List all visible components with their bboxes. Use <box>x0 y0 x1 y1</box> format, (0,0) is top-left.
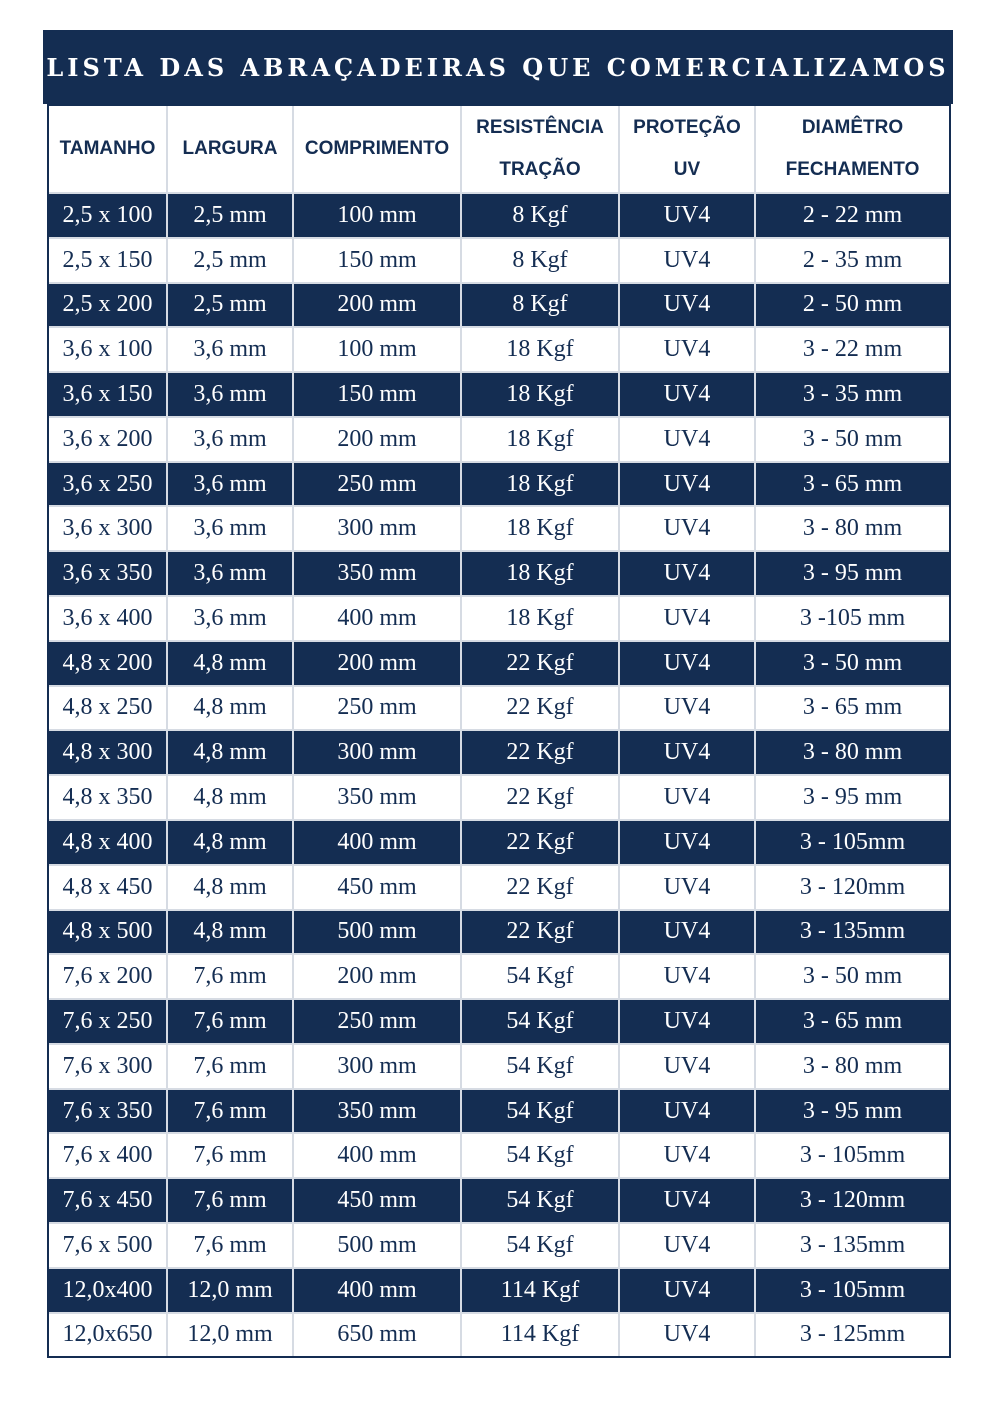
cell-protecao: UV4 <box>619 596 755 641</box>
cell-resistencia: 22 Kgf <box>461 730 619 775</box>
cell-diametro: 3 - 95 mm <box>755 775 949 820</box>
cell-largura: 7,6 mm <box>167 954 293 999</box>
cell-tamanho: 7,6 x 450 <box>49 1178 167 1223</box>
cell-largura: 12,0 mm <box>167 1313 293 1356</box>
header-label: PROTEÇÃO <box>633 117 741 138</box>
cell-diametro: 3 - 35 mm <box>755 372 949 417</box>
cell-largura: 4,8 mm <box>167 775 293 820</box>
cell-tamanho: 3,6 x 400 <box>49 596 167 641</box>
cell-comprimento: 150 mm <box>293 238 461 283</box>
cell-largura: 7,6 mm <box>167 1178 293 1223</box>
header-resistencia-tracao <box>461 106 619 193</box>
cell-resistencia: 8 Kgf <box>461 193 619 238</box>
table-row <box>49 417 949 462</box>
cell-resistencia: 54 Kgf <box>461 1133 619 1178</box>
cell-diametro: 3 - 135mm <box>755 910 949 955</box>
cell-tamanho: 4,8 x 400 <box>49 820 167 865</box>
table-row <box>49 865 949 910</box>
table-row <box>49 462 949 507</box>
cell-comprimento: 500 mm <box>293 1223 461 1268</box>
cell-protecao: UV4 <box>619 1133 755 1178</box>
cell-tamanho: 12,0x400 <box>49 1268 167 1313</box>
cell-diametro: 3 - 105mm <box>755 820 949 865</box>
cell-largura: 2,5 mm <box>167 193 293 238</box>
cell-resistencia: 22 Kgf <box>461 820 619 865</box>
cell-comprimento: 200 mm <box>293 641 461 686</box>
cell-comprimento: 350 mm <box>293 1089 461 1134</box>
table-row <box>49 1313 949 1356</box>
cell-resistencia: 18 Kgf <box>461 327 619 372</box>
cell-tamanho: 3,6 x 300 <box>49 506 167 551</box>
cell-comprimento: 200 mm <box>293 954 461 999</box>
cell-diametro: 3 - 95 mm <box>755 1089 949 1134</box>
cell-protecao: UV4 <box>619 1268 755 1313</box>
cell-tamanho: 4,8 x 350 <box>49 775 167 820</box>
cell-protecao: UV4 <box>619 641 755 686</box>
table-row <box>49 1044 949 1089</box>
cell-tamanho: 2,5 x 200 <box>49 283 167 328</box>
cell-tamanho: 2,5 x 100 <box>49 193 167 238</box>
header-label: LARGURA <box>182 138 278 159</box>
cell-comprimento: 200 mm <box>293 417 461 462</box>
cell-tamanho: 4,8 x 250 <box>49 686 167 731</box>
table-row <box>49 238 949 283</box>
cell-resistencia: 8 Kgf <box>461 238 619 283</box>
cell-protecao: UV4 <box>619 999 755 1044</box>
cell-diametro: 3 - 80 mm <box>755 730 949 775</box>
cell-comprimento: 250 mm <box>293 686 461 731</box>
cell-diametro: 3 - 65 mm <box>755 462 949 507</box>
cell-comprimento: 400 mm <box>293 1268 461 1313</box>
cell-diametro: 3 - 135mm <box>755 1223 949 1268</box>
cell-comprimento: 650 mm <box>293 1313 461 1356</box>
cell-resistencia: 22 Kgf <box>461 775 619 820</box>
cell-diametro: 3 - 120mm <box>755 1178 949 1223</box>
cell-resistencia: 8 Kgf <box>461 283 619 328</box>
cell-resistencia: 18 Kgf <box>461 372 619 417</box>
cell-largura: 7,6 mm <box>167 1089 293 1134</box>
cell-diametro: 3 - 50 mm <box>755 417 949 462</box>
cell-largura: 7,6 mm <box>167 1223 293 1268</box>
header-label: FECHAMENTO <box>785 159 920 180</box>
cell-resistencia: 22 Kgf <box>461 865 619 910</box>
table-row <box>49 596 949 641</box>
cell-comprimento: 450 mm <box>293 1178 461 1223</box>
table-row <box>49 730 949 775</box>
cell-comprimento: 250 mm <box>293 999 461 1044</box>
page-title: LISTA DAS ABRAÇADEIRAS QUE COMERCIALIZAMOS <box>43 30 953 104</box>
cell-diametro: 3 - 125mm <box>755 1313 949 1356</box>
table-row <box>49 999 949 1044</box>
cell-largura: 2,5 mm <box>167 283 293 328</box>
cell-diametro: 2 - 50 mm <box>755 283 949 328</box>
cell-resistencia: 18 Kgf <box>461 462 619 507</box>
cell-largura: 4,8 mm <box>167 820 293 865</box>
cell-tamanho: 2,5 x 150 <box>49 238 167 283</box>
cell-resistencia: 18 Kgf <box>461 551 619 596</box>
table-row <box>49 551 949 596</box>
cell-diametro: 3 -105 mm <box>755 596 949 641</box>
cell-protecao: UV4 <box>619 1178 755 1223</box>
cell-protecao: UV4 <box>619 1313 755 1356</box>
cell-diametro: 3 - 105mm <box>755 1133 949 1178</box>
header-tamanho <box>49 106 167 193</box>
cell-tamanho: 4,8 x 200 <box>49 641 167 686</box>
cell-diametro: 3 - 80 mm <box>755 506 949 551</box>
cell-protecao: UV4 <box>619 1044 755 1089</box>
cell-largura: 4,8 mm <box>167 910 293 955</box>
cell-tamanho: 7,6 x 350 <box>49 1089 167 1134</box>
table-row <box>49 1133 949 1178</box>
table-row <box>49 506 949 551</box>
cell-protecao: UV4 <box>619 327 755 372</box>
cell-diametro: 3 - 50 mm <box>755 954 949 999</box>
cell-protecao: UV4 <box>619 238 755 283</box>
cell-largura: 4,8 mm <box>167 730 293 775</box>
cell-protecao: UV4 <box>619 820 755 865</box>
cell-tamanho: 3,6 x 200 <box>49 417 167 462</box>
cell-protecao: UV4 <box>619 775 755 820</box>
cell-largura: 3,6 mm <box>167 417 293 462</box>
cell-comprimento: 350 mm <box>293 551 461 596</box>
table-row <box>49 1268 949 1313</box>
cell-resistencia: 22 Kgf <box>461 641 619 686</box>
cell-largura: 3,6 mm <box>167 596 293 641</box>
cell-resistencia: 54 Kgf <box>461 1178 619 1223</box>
cell-comprimento: 150 mm <box>293 372 461 417</box>
cell-diametro: 3 - 65 mm <box>755 686 949 731</box>
cell-tamanho: 4,8 x 500 <box>49 910 167 955</box>
cell-comprimento: 250 mm <box>293 462 461 507</box>
header-row <box>49 106 949 193</box>
table-row <box>49 910 949 955</box>
header-label: COMPRIMENTO <box>304 138 450 159</box>
cell-resistencia: 18 Kgf <box>461 506 619 551</box>
cell-comprimento: 400 mm <box>293 596 461 641</box>
header-label: RESISTÊNCIA <box>476 117 604 138</box>
cell-resistencia: 22 Kgf <box>461 686 619 731</box>
cell-tamanho: 3,6 x 150 <box>49 372 167 417</box>
cell-protecao: UV4 <box>619 462 755 507</box>
cell-protecao: UV4 <box>619 551 755 596</box>
cell-protecao: UV4 <box>619 865 755 910</box>
cell-tamanho: 3,6 x 350 <box>49 551 167 596</box>
cell-largura: 7,6 mm <box>167 999 293 1044</box>
cell-protecao: UV4 <box>619 372 755 417</box>
cell-diametro: 3 - 95 mm <box>755 551 949 596</box>
cell-diametro: 3 - 65 mm <box>755 999 949 1044</box>
cell-largura: 3,6 mm <box>167 462 293 507</box>
cell-resistencia: 54 Kgf <box>461 1044 619 1089</box>
table-row <box>49 1178 949 1223</box>
cell-diametro: 3 - 105mm <box>755 1268 949 1313</box>
cell-largura: 3,6 mm <box>167 327 293 372</box>
table-row <box>49 283 949 328</box>
cell-diametro: 3 - 22 mm <box>755 327 949 372</box>
cell-comprimento: 200 mm <box>293 283 461 328</box>
cell-comprimento: 450 mm <box>293 865 461 910</box>
cell-largura: 3,6 mm <box>167 506 293 551</box>
table-row <box>49 820 949 865</box>
header-label: DIAMÊTRO <box>801 117 904 138</box>
cell-tamanho: 4,8 x 300 <box>49 730 167 775</box>
cell-tamanho: 3,6 x 250 <box>49 462 167 507</box>
cell-comprimento: 300 mm <box>293 506 461 551</box>
cell-diametro: 3 - 120mm <box>755 865 949 910</box>
table-row <box>49 1089 949 1134</box>
cell-diametro: 3 - 50 mm <box>755 641 949 686</box>
table-row <box>49 372 949 417</box>
cell-largura: 2,5 mm <box>167 238 293 283</box>
cell-protecao: UV4 <box>619 506 755 551</box>
cell-resistencia: 114 Kgf <box>461 1268 619 1313</box>
table-row <box>49 193 949 238</box>
cable-tie-table <box>49 106 949 1356</box>
cell-tamanho: 7,6 x 300 <box>49 1044 167 1089</box>
table-row <box>49 686 949 731</box>
cell-tamanho: 12,0x650 <box>49 1313 167 1356</box>
header-label: TAMANHO <box>59 138 156 159</box>
cell-resistencia: 18 Kgf <box>461 596 619 641</box>
cell-resistencia: 54 Kgf <box>461 1089 619 1134</box>
header-largura <box>167 106 293 193</box>
cell-comprimento: 350 mm <box>293 775 461 820</box>
header-comprimento <box>293 106 461 193</box>
cell-tamanho: 3,6 x 100 <box>49 327 167 372</box>
cell-protecao: UV4 <box>619 193 755 238</box>
cell-largura: 7,6 mm <box>167 1044 293 1089</box>
cell-resistencia: 22 Kgf <box>461 910 619 955</box>
product-table <box>47 104 951 1358</box>
table-row <box>49 775 949 820</box>
cell-diametro: 2 - 22 mm <box>755 193 949 238</box>
table-row <box>49 954 949 999</box>
table-row <box>49 1223 949 1268</box>
cell-resistencia: 114 Kgf <box>461 1313 619 1356</box>
cell-diametro: 3 - 80 mm <box>755 1044 949 1089</box>
cell-comprimento: 300 mm <box>293 730 461 775</box>
cell-protecao: UV4 <box>619 417 755 462</box>
cell-comprimento: 400 mm <box>293 1133 461 1178</box>
cell-comprimento: 100 mm <box>293 327 461 372</box>
cell-diametro: 2 - 35 mm <box>755 238 949 283</box>
cell-protecao: UV4 <box>619 283 755 328</box>
cell-resistencia: 54 Kgf <box>461 1223 619 1268</box>
table-row <box>49 327 949 372</box>
cell-largura: 3,6 mm <box>167 372 293 417</box>
cell-largura: 7,6 mm <box>167 1133 293 1178</box>
cell-largura: 3,6 mm <box>167 551 293 596</box>
cell-protecao: UV4 <box>619 910 755 955</box>
header-label: UV <box>673 159 701 180</box>
cell-largura: 4,8 mm <box>167 686 293 731</box>
cell-protecao: UV4 <box>619 954 755 999</box>
cell-tamanho: 7,6 x 500 <box>49 1223 167 1268</box>
cell-resistencia: 54 Kgf <box>461 954 619 999</box>
cell-largura: 12,0 mm <box>167 1268 293 1313</box>
cell-comprimento: 100 mm <box>293 193 461 238</box>
cell-tamanho: 7,6 x 400 <box>49 1133 167 1178</box>
cell-comprimento: 300 mm <box>293 1044 461 1089</box>
cell-largura: 4,8 mm <box>167 865 293 910</box>
cell-protecao: UV4 <box>619 1223 755 1268</box>
cell-protecao: UV4 <box>619 686 755 731</box>
cell-resistencia: 18 Kgf <box>461 417 619 462</box>
cell-protecao: UV4 <box>619 730 755 775</box>
cell-largura: 4,8 mm <box>167 641 293 686</box>
table-row <box>49 641 949 686</box>
cell-comprimento: 500 mm <box>293 910 461 955</box>
header-protecao-uv <box>619 106 755 193</box>
header-label: TRAÇÃO <box>499 159 581 180</box>
cell-tamanho: 7,6 x 200 <box>49 954 167 999</box>
cell-tamanho: 4,8 x 450 <box>49 865 167 910</box>
cell-resistencia: 54 Kgf <box>461 999 619 1044</box>
header-diametro-fechamento <box>755 106 949 193</box>
cell-comprimento: 400 mm <box>293 820 461 865</box>
cell-tamanho: 7,6 x 250 <box>49 999 167 1044</box>
cell-protecao: UV4 <box>619 1089 755 1134</box>
